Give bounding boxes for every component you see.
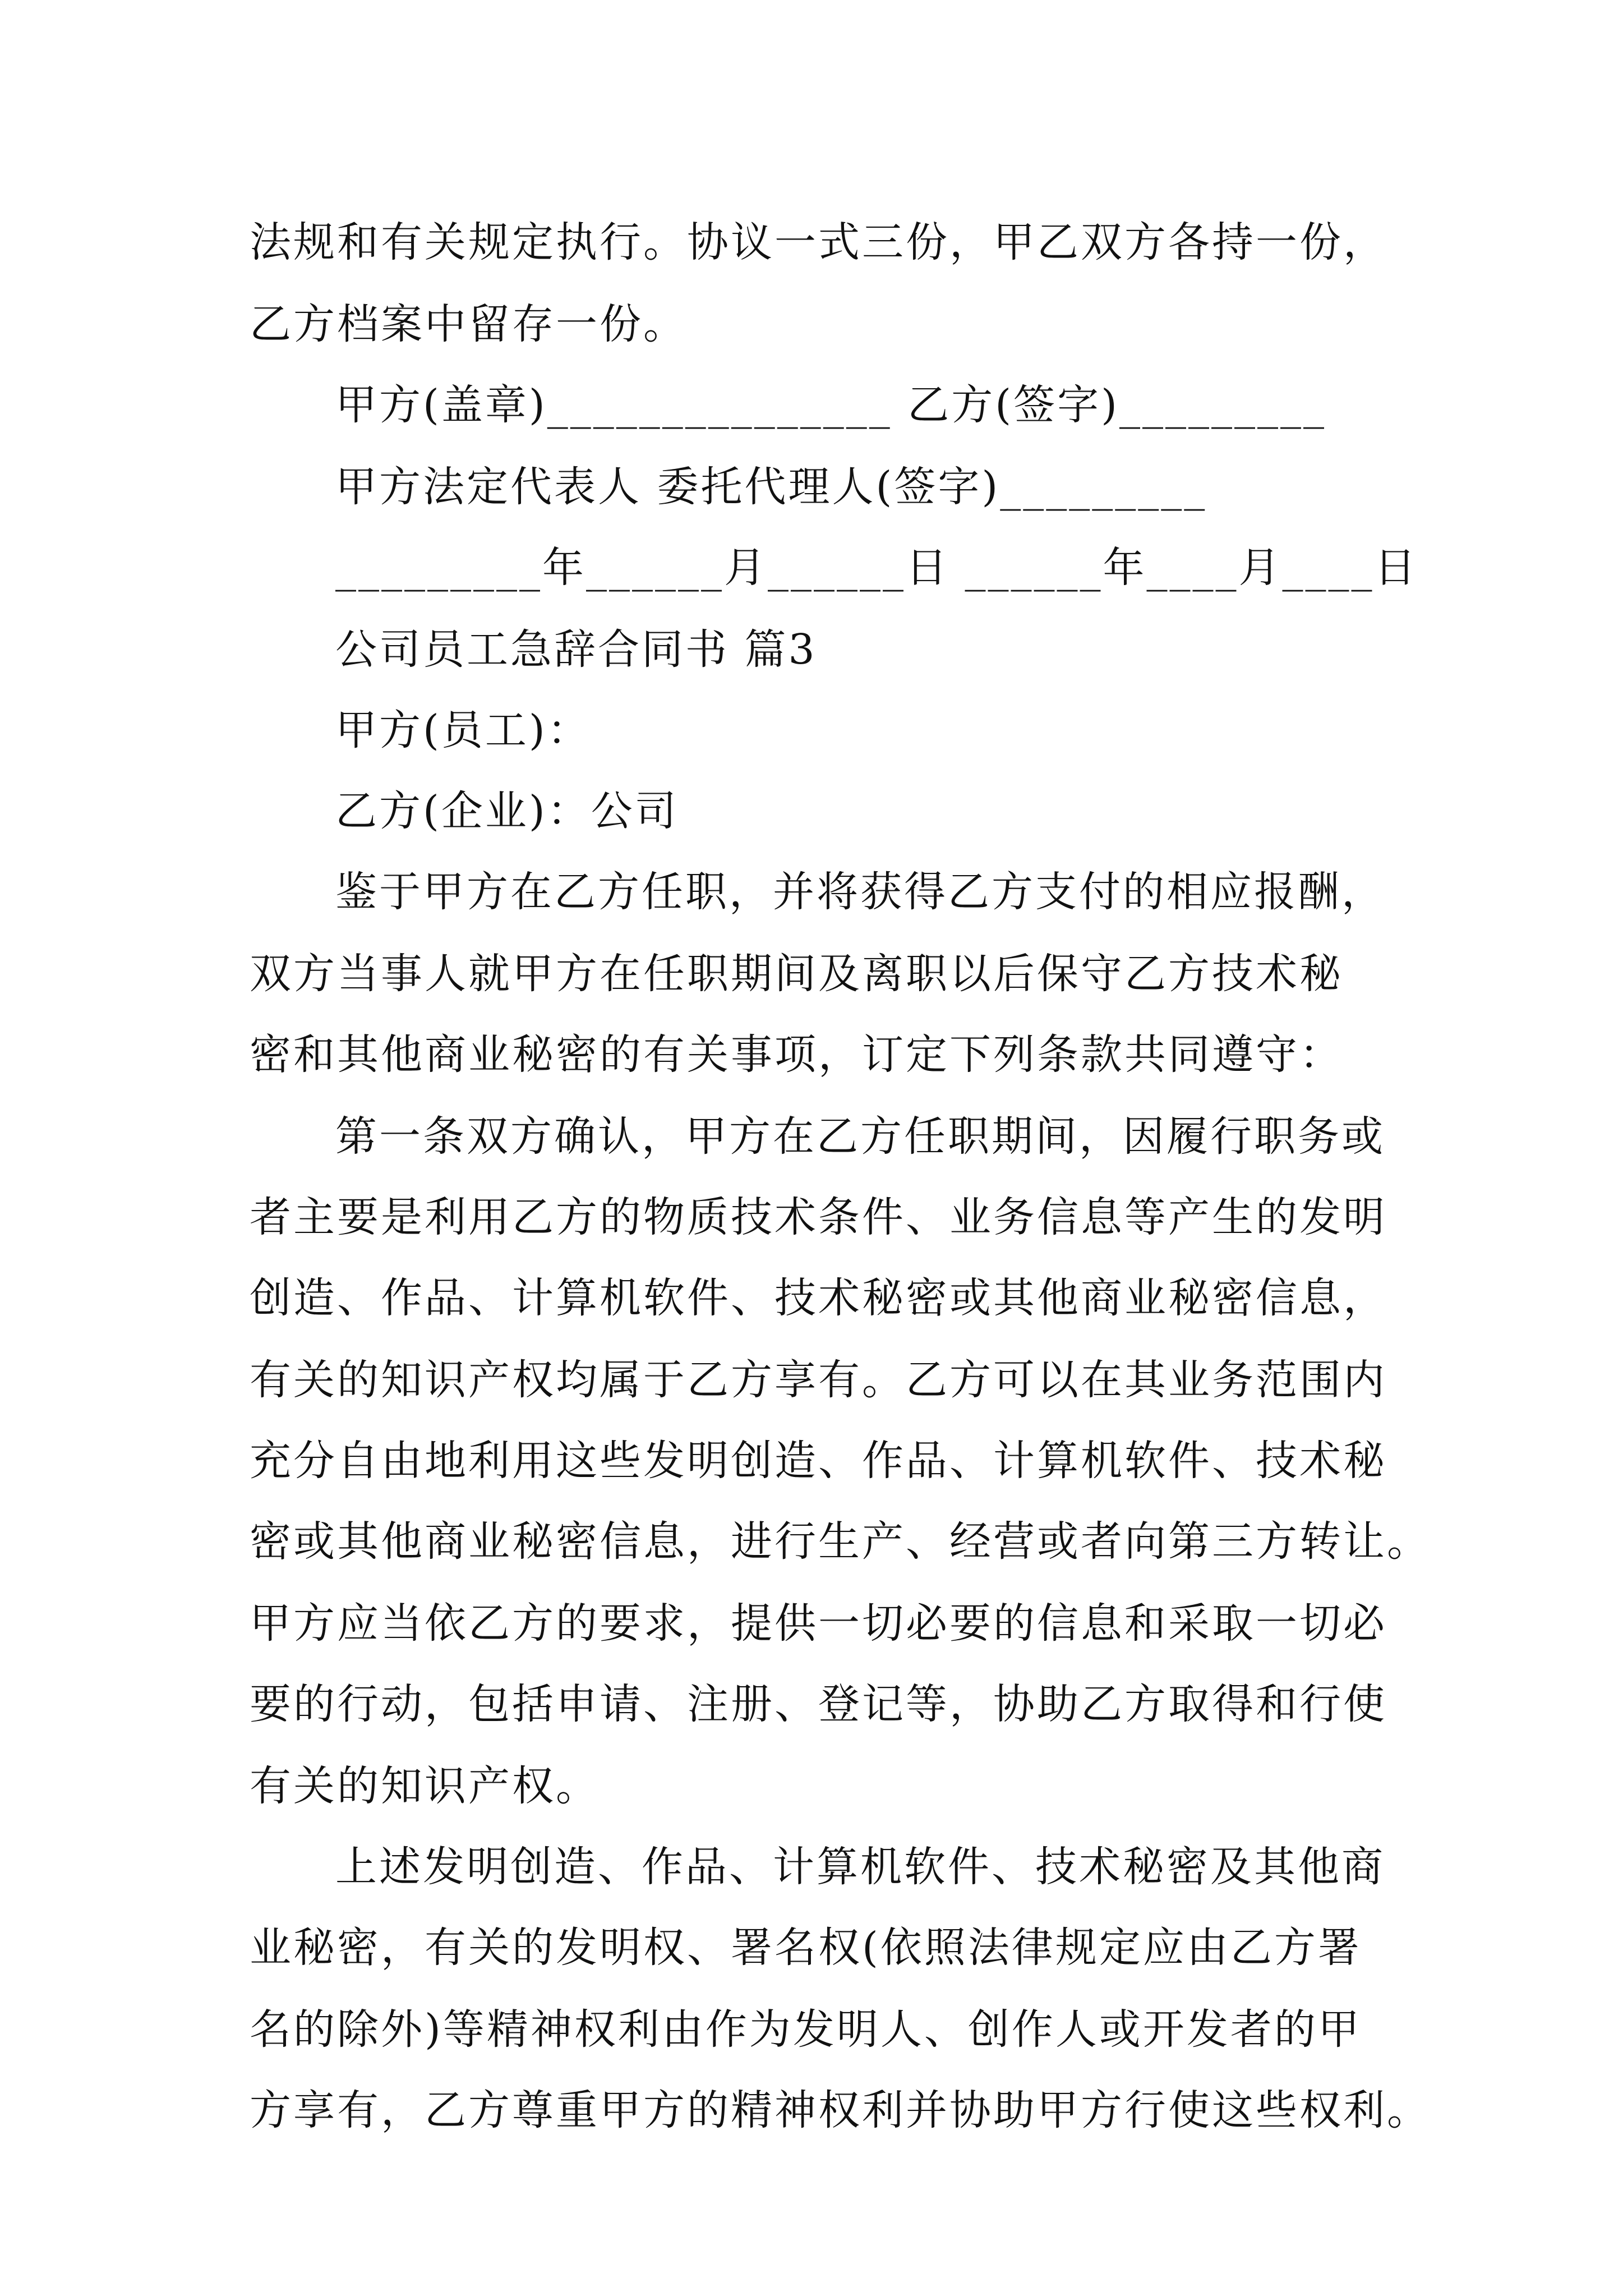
signature-line-party-a-b: 甲方(盖章)_______________ 乙方(签字)_________: [335, 381, 1327, 429]
date-line: _________年______月______日 ______年____月____日: [335, 544, 1418, 592]
paragraph-3-line-2: 业秘密，有关的发明权、署名权(依照法律规定应由乙方署: [250, 1924, 1362, 1972]
paragraph-3-line-1: 上述发明创造、作品、计算机软件、技术秘密及其他商: [335, 1843, 1385, 1891]
paragraph-2-line-8: 要的行动，包括申请、注册、登记等，协助乙方取得和行使: [250, 1680, 1387, 1728]
paragraph-1-line-2: 双方当事人就甲方在任职期间及离职以后保守乙方技术秘: [250, 950, 1343, 998]
paragraph-2-line-2: 者主要是利用乙方的物质技术条件、业务信息等产生的发明: [250, 1193, 1387, 1241]
paragraph-2-line-5: 充分自由地利用这些发明创造、作品、计算机软件、技术秘: [250, 1437, 1387, 1485]
section-title: 公司员工急辞合同书 篇3: [335, 625, 817, 674]
signature-line-representative: 甲方法定代表人 委托代理人(签字)_________: [335, 463, 1207, 511]
paragraph-2-line-9: 有关的知识产权。: [250, 1762, 600, 1810]
party-b-line: 乙方(企业)：公司: [335, 787, 679, 835]
paragraph-1-line-3: 密和其他商业秘密的有关事项，订定下列条款共同遵守：: [250, 1030, 1343, 1079]
text-line-1: 法规和有关规定执行。协议一式三份，甲乙双方各持一份，: [250, 218, 1387, 266]
paragraph-1-line-1: 鉴于甲方在乙方任职，并将获得乙方支付的相应报酬，: [335, 868, 1385, 916]
text-line-2: 乙方档案中留存一份。: [250, 300, 687, 348]
paragraph-2-line-4: 有关的知识产权均属于乙方享有。乙方可以在其业务范围内: [250, 1356, 1387, 1404]
paragraph-3-line-4: 方享有，乙方尊重甲方的精神权利并协助甲方行使这些权利。: [250, 2086, 1431, 2134]
paragraph-3-line-3: 名的除外)等精神权利由作为发明人、创作人或开发者的甲: [250, 2005, 1362, 2054]
paragraph-2-line-3: 创造、作品、计算机软件、技术秘密或其他商业秘密信息，: [250, 1274, 1387, 1322]
party-a-line: 甲方(员工)：: [335, 706, 591, 754]
paragraph-2-line-1: 第一条双方确认，甲方在乙方任职期间，因履行职务或: [335, 1112, 1385, 1161]
paragraph-2-line-7: 甲方应当依乙方的要求，提供一切必要的信息和采取一切必: [250, 1599, 1387, 1648]
paragraph-2-line-6: 密或其他商业秘密信息，进行生产、经营或者向第三方转让。: [250, 1517, 1431, 1566]
